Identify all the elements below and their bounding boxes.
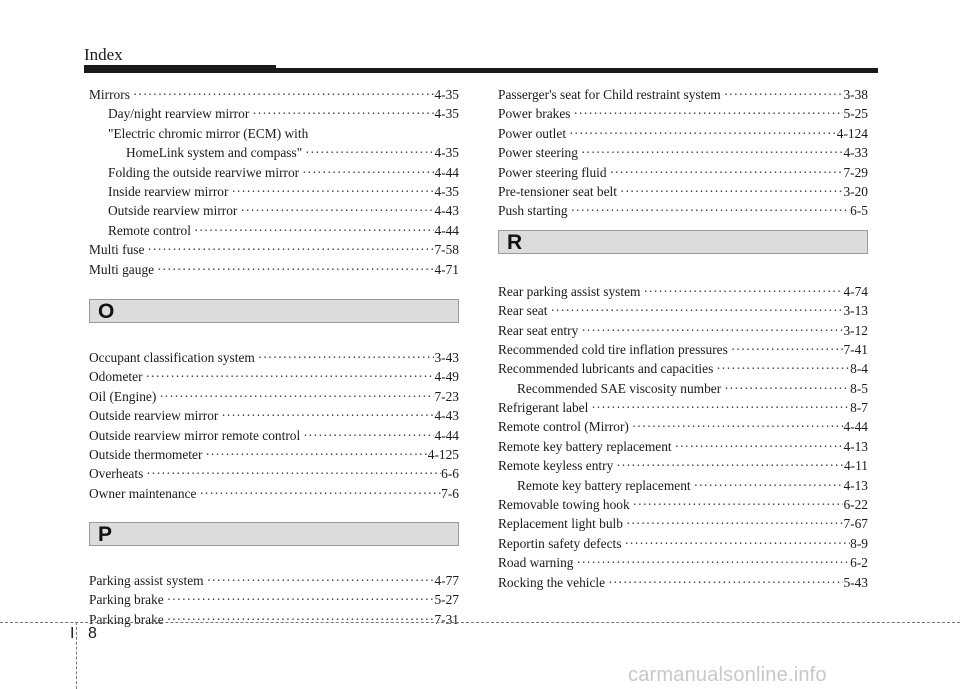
dot-leader bbox=[624, 534, 850, 553]
entry-text: Road warning bbox=[498, 555, 574, 571]
index-entry[interactable] bbox=[498, 85, 868, 104]
entry-page: 4-44 bbox=[434, 427, 459, 443]
page-title: Index bbox=[84, 45, 123, 64]
dot-leader bbox=[252, 104, 434, 123]
dot-leader bbox=[610, 163, 844, 182]
entry-text: Owner maintenance bbox=[89, 485, 197, 501]
dot-leader bbox=[608, 573, 843, 592]
entry-page: 4-35 bbox=[434, 106, 459, 122]
entry-page: 4-35 bbox=[434, 145, 459, 161]
index-entry[interactable] bbox=[89, 221, 459, 240]
entry-text: Oil (Engine) bbox=[89, 388, 157, 404]
entry-text: Power steering bbox=[498, 145, 578, 161]
entry-page: 4-44 bbox=[434, 222, 459, 238]
index-entry[interactable] bbox=[89, 484, 459, 503]
entry-text: Remote key battery replacement bbox=[498, 438, 672, 454]
index-entry[interactable] bbox=[498, 104, 868, 123]
entry-text: Power outlet bbox=[498, 125, 567, 141]
entry-text: Recommended cold tire inflation pressures bbox=[498, 341, 728, 357]
index-entry[interactable] bbox=[89, 464, 459, 483]
dot-leader bbox=[731, 340, 844, 359]
entry-page: 4-49 bbox=[434, 369, 459, 385]
section-header-p bbox=[89, 522, 459, 546]
dot-leader bbox=[302, 163, 434, 182]
entry-page: 4-13 bbox=[843, 438, 868, 454]
entry-page: 4-35 bbox=[434, 183, 459, 199]
dot-leader bbox=[258, 348, 435, 367]
entry-text: Passerger's seat for Child restraint system bbox=[498, 87, 721, 102]
dot-leader bbox=[133, 85, 435, 104]
entry-group-m2 bbox=[89, 163, 459, 279]
entry-page: 7-67 bbox=[843, 516, 868, 532]
entry-text: Multi gauge bbox=[89, 261, 155, 277]
section-letter: O bbox=[98, 299, 115, 323]
dot-leader bbox=[194, 221, 435, 240]
index-entry[interactable] bbox=[498, 143, 868, 162]
entry-page: 3-43 bbox=[434, 349, 459, 365]
index-entry[interactable] bbox=[498, 379, 868, 398]
index-entry[interactable] bbox=[89, 182, 459, 201]
dot-leader bbox=[199, 484, 441, 503]
entry-page: 7-6 bbox=[441, 485, 459, 501]
entry-text: Rear seat entry bbox=[498, 322, 579, 338]
entry-text: Power steering fluid bbox=[498, 164, 607, 180]
entry-page: 5-43 bbox=[843, 574, 868, 590]
index-entry[interactable] bbox=[89, 367, 459, 386]
dot-leader bbox=[626, 514, 844, 533]
entry-group-m bbox=[89, 85, 459, 124]
index-entry[interactable] bbox=[89, 104, 459, 123]
section-header-r bbox=[498, 230, 868, 254]
entry-page: 4-13 bbox=[843, 477, 868, 493]
entry-page: 4-35 bbox=[434, 87, 459, 102]
index-entry[interactable] bbox=[498, 124, 868, 143]
entry-text: Odometer bbox=[89, 369, 143, 385]
entry-page: 4-124 bbox=[836, 125, 868, 141]
entry-text: Recommended SAE viscosity number bbox=[517, 380, 722, 396]
dot-leader bbox=[577, 553, 851, 572]
entry-text: Folding the outside rearviwe mirror bbox=[108, 164, 300, 180]
entry-text: Recommended lubricants and capacities bbox=[498, 361, 714, 377]
dot-leader bbox=[633, 495, 844, 514]
dot-leader bbox=[716, 359, 850, 378]
index-entry[interactable] bbox=[498, 417, 868, 436]
entry-text: Rear parking assist system bbox=[498, 283, 641, 299]
entry-text-line2: HomeLink system and compass" bbox=[126, 145, 303, 161]
page-num: 8 bbox=[88, 625, 97, 642]
dot-leader bbox=[159, 387, 434, 406]
index-entry[interactable] bbox=[498, 456, 868, 475]
entry-text: Outside thermometer bbox=[89, 446, 203, 462]
entry-page: 4-44 bbox=[434, 164, 459, 180]
dot-leader bbox=[581, 143, 844, 162]
index-entry[interactable] bbox=[498, 163, 868, 182]
entry-page: 7-41 bbox=[843, 341, 868, 357]
entry-text: Outside rearview mirror bbox=[108, 203, 238, 219]
dot-leader bbox=[616, 456, 844, 475]
dot-leader bbox=[550, 301, 843, 320]
entry-page: 8-5 bbox=[850, 380, 868, 396]
entry-page: 6-6 bbox=[441, 466, 459, 482]
entry-page: 8-9 bbox=[850, 535, 868, 551]
entry-page: 7-23 bbox=[434, 388, 459, 404]
entry-page: 4-44 bbox=[843, 419, 868, 435]
page-section: I bbox=[70, 625, 75, 642]
entry-page: 8-7 bbox=[850, 400, 868, 416]
index-entry[interactable] bbox=[89, 610, 459, 629]
entry-page: 3-13 bbox=[843, 303, 868, 319]
entry-text: Reportin safety defects bbox=[498, 535, 622, 551]
entry-text: Occupant classification system bbox=[89, 349, 255, 365]
section-letter: P bbox=[98, 523, 113, 547]
dot-leader bbox=[167, 590, 435, 609]
entry-text: Overheats bbox=[89, 466, 144, 482]
entry-page: 4-43 bbox=[434, 203, 459, 219]
index-entry[interactable] bbox=[89, 260, 459, 279]
dot-leader bbox=[207, 571, 435, 590]
dot-leader bbox=[574, 104, 844, 123]
entry-text: Parking assist system bbox=[89, 573, 204, 589]
entry-text: Outside rearview mirror bbox=[89, 408, 219, 424]
index-entry[interactable] bbox=[498, 340, 868, 359]
header-rule bbox=[84, 68, 878, 73]
entry-text: Multi fuse bbox=[89, 242, 145, 258]
entry-text: Remote keyless entry bbox=[498, 458, 614, 474]
entry-page: 7-29 bbox=[843, 164, 868, 180]
index-entry[interactable] bbox=[498, 437, 868, 456]
dot-leader bbox=[221, 406, 434, 425]
index-entry[interactable] bbox=[498, 534, 868, 553]
entry-text: Day/night rearview mirror bbox=[108, 106, 250, 122]
entry-page: 6-5 bbox=[850, 203, 868, 219]
entry-page: 8-4 bbox=[850, 361, 868, 377]
dot-leader bbox=[694, 476, 844, 495]
dot-leader bbox=[305, 143, 434, 162]
dot-leader bbox=[571, 201, 851, 220]
dot-leader bbox=[303, 426, 434, 445]
entry-text: Rocking the vehicle bbox=[498, 574, 606, 590]
index-entry[interactable] bbox=[498, 476, 868, 495]
entry-page: 5-25 bbox=[843, 106, 868, 122]
entry-page: 4-77 bbox=[434, 573, 459, 589]
index-entry[interactable] bbox=[498, 514, 868, 533]
entry-page: 6-2 bbox=[850, 555, 868, 571]
index-entry[interactable] bbox=[89, 445, 459, 464]
entry-page: 7-58 bbox=[434, 242, 459, 258]
entry-text: Push starting bbox=[498, 203, 568, 219]
index-entry-ecm-mirror[interactable] bbox=[89, 124, 459, 163]
entry-text: Rear seat bbox=[498, 303, 548, 319]
entry-group-p2 bbox=[498, 85, 868, 221]
entry-page: 4-33 bbox=[843, 145, 868, 161]
index-entry[interactable] bbox=[89, 426, 459, 445]
entry-page: 6-22 bbox=[843, 497, 868, 513]
dot-leader bbox=[632, 417, 844, 436]
index-entry[interactable] bbox=[498, 359, 868, 378]
index-entry[interactable] bbox=[89, 571, 459, 590]
index-entry[interactable] bbox=[498, 573, 868, 592]
index-entry[interactable] bbox=[89, 590, 459, 609]
entry-group-r bbox=[498, 282, 868, 592]
entry-page: 4-11 bbox=[843, 458, 868, 474]
dot-leader bbox=[569, 124, 837, 143]
entry-text: Outside rearview mirror remote control bbox=[89, 427, 301, 443]
entry-text: Removable towing hook bbox=[498, 497, 630, 513]
dot-leader bbox=[147, 240, 434, 259]
dot-leader bbox=[724, 379, 850, 398]
dot-leader bbox=[205, 445, 427, 464]
index-entry[interactable] bbox=[89, 240, 459, 259]
footer-divider bbox=[76, 622, 77, 689]
entry-page: 4-125 bbox=[427, 446, 459, 462]
dot-leader bbox=[157, 260, 434, 279]
entry-text: Replacement light bulb bbox=[498, 516, 623, 532]
index-column-left bbox=[89, 85, 459, 629]
entry-group-p bbox=[89, 571, 459, 629]
section-header-o bbox=[89, 299, 459, 323]
watermark: carmanualsonline.info bbox=[628, 664, 827, 686]
footer-rule bbox=[0, 622, 960, 623]
dot-leader bbox=[591, 398, 850, 417]
dot-leader bbox=[146, 464, 441, 483]
entry-page: 3-38 bbox=[843, 87, 868, 102]
entry-text: Remote control bbox=[108, 222, 191, 238]
entry-text: Power brakes bbox=[498, 106, 571, 122]
entry-page: 3-12 bbox=[843, 322, 868, 338]
dot-leader bbox=[675, 437, 844, 456]
dot-leader bbox=[231, 182, 434, 201]
index-entry[interactable] bbox=[89, 201, 459, 220]
index-entry[interactable] bbox=[89, 85, 459, 104]
dot-leader bbox=[643, 282, 843, 301]
index-entry[interactable] bbox=[89, 348, 459, 367]
dot-leader bbox=[240, 201, 434, 220]
entry-text: Remote control (Mirror) bbox=[498, 419, 629, 435]
entry-page: 5-27 bbox=[434, 592, 459, 608]
entry-page: 4-43 bbox=[434, 408, 459, 424]
entry-text: Mirrors bbox=[89, 87, 130, 102]
index-entry[interactable] bbox=[498, 182, 868, 201]
index-entry[interactable] bbox=[89, 163, 459, 182]
entry-text: Remote key battery replacement bbox=[517, 477, 691, 493]
section-letter: R bbox=[507, 230, 523, 254]
index-column-right bbox=[498, 85, 868, 592]
entry-text: Parking brake bbox=[89, 611, 164, 627]
index-entry[interactable] bbox=[498, 495, 868, 514]
dot-leader bbox=[146, 367, 435, 386]
entry-page: 4-74 bbox=[843, 283, 868, 299]
index-entry[interactable] bbox=[89, 406, 459, 425]
index-entry[interactable] bbox=[89, 387, 459, 406]
dot-leader bbox=[581, 321, 843, 340]
dot-leader bbox=[620, 182, 843, 201]
entry-page: 3-20 bbox=[843, 183, 868, 199]
entry-text: Pre-tensioner seat belt bbox=[498, 183, 617, 199]
index-entry[interactable] bbox=[498, 301, 868, 320]
entry-text: Parking brake bbox=[89, 592, 164, 608]
index-entry[interactable] bbox=[498, 282, 868, 301]
index-entry[interactable] bbox=[498, 201, 868, 220]
entry-text-line1: "Electric chromic mirror (ECM) with bbox=[108, 125, 309, 141]
entry-page: 4-71 bbox=[434, 261, 459, 277]
entry-page: 7-31 bbox=[434, 611, 459, 627]
index-entry[interactable] bbox=[498, 553, 868, 572]
dot-leader bbox=[167, 610, 435, 629]
entry-text: Inside rearview mirror bbox=[108, 183, 229, 199]
entry-text: Refrigerant label bbox=[498, 400, 589, 416]
entry-group-o bbox=[89, 348, 459, 503]
dot-leader bbox=[724, 85, 844, 104]
index-entry[interactable] bbox=[498, 321, 868, 340]
index-entry[interactable] bbox=[498, 398, 868, 417]
